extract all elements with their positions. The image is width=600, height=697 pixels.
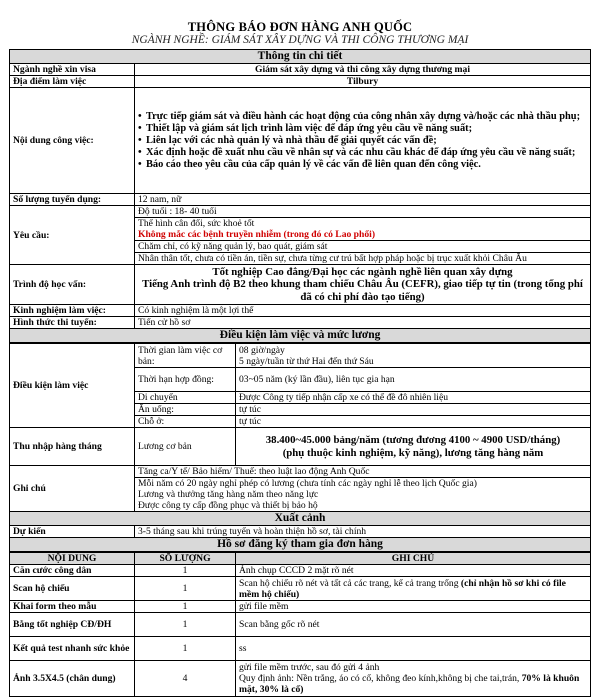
salary-label: Lương cơ bản bbox=[135, 428, 236, 466]
doc-note-cell bbox=[236, 661, 591, 697]
section-details-header: Thông tin chi tiết bbox=[10, 50, 591, 64]
duty-item: • Báo cáo theo yêu cầu của cấp quản lý về các vấn đề liên quan đến công việc. bbox=[138, 159, 587, 171]
table-row bbox=[10, 565, 591, 577]
duty-item: • Liên lạc với các nhà quản lý và nhà thầu để giải quyết các vấn đề; bbox=[138, 135, 587, 147]
experience-label: Kinh nghiệm làm việc: bbox=[10, 305, 135, 317]
contract-label: Thời hạn hợp đồng: bbox=[135, 368, 236, 392]
doc-note-cell bbox=[236, 577, 591, 601]
duty-item: • Thiết lập và giám sát lịch trình làm việc để đáp ứng yêu cầu về năng suất; bbox=[138, 123, 587, 135]
quantity-value: 12 nam, nữ bbox=[135, 194, 591, 206]
worktime-cell bbox=[236, 344, 591, 368]
doc-note: gửi file mềm bbox=[236, 601, 591, 613]
documents-table bbox=[9, 552, 591, 697]
food-value: tự túc bbox=[236, 404, 591, 416]
req-disease: Không mắc các bệnh truyền nhiễm (trong đó có Lao phổi) bbox=[138, 229, 376, 240]
doc-name: Ảnh 3.5X4.5 (chân dung) bbox=[10, 661, 135, 697]
doc-note: gửi file mềm trước, sau đó gửi 4 ảnh Quy định ảnh: Nền trắng, áo có cổ, không đeo kính,không bị che tai,trán, bbox=[239, 662, 520, 684]
location-value: Tilbury bbox=[135, 76, 591, 88]
document-page bbox=[9, 0, 591, 697]
table-row bbox=[10, 601, 591, 613]
duties-list bbox=[138, 111, 587, 171]
section-conditions-header: Điều kiện làm việc và mức lương bbox=[10, 329, 591, 343]
req-health: Thể hình cân đối, sức khoẻ tốt bbox=[135, 217, 590, 229]
worktime-label: Thời gian làm việc cơ bản: bbox=[135, 344, 236, 368]
education-line-1: Tốt nghiệp Cao đẳng/Đại học các ngành nghề liên quan xây dựng bbox=[212, 266, 513, 279]
doc-qty: 4 bbox=[135, 661, 236, 697]
section-departure-header: Xuất cảnh bbox=[10, 512, 591, 526]
transport-value: Được Công ty tiếp nhận cấp xe có thể đề đô nhiên liệu bbox=[236, 392, 591, 404]
note-item: Được công ty cấp đồng phục và thiết bị bảo hộ bbox=[138, 500, 318, 511]
education-cell bbox=[135, 265, 591, 305]
doc-name: Kết quả test nhanh sức khỏe bbox=[10, 637, 135, 661]
contract-value: 03~05 năm (ký lần đầu), liên tục gia hạn bbox=[236, 368, 591, 392]
doc-qty: 1 bbox=[135, 613, 236, 637]
requirements-cell bbox=[135, 206, 591, 265]
col-header-note: GHI CHÚ bbox=[236, 553, 591, 565]
education-line-2: Tiếng Anh trình độ B2 theo khung tham chiếu Châu Âu (CEFR), giao tiếp tự tin (trong tổng phí đã có chi phí đào tạo tiếng) bbox=[142, 278, 583, 303]
notes-label: Ghi chú bbox=[10, 466, 135, 512]
duties-label: Nội dung công việc: bbox=[10, 88, 135, 194]
document-subtitle: NGÀNH NGHỀ: GIÁM SÁT XÂY DỰNG VÀ THI CÔNG THƯƠNG MẠI bbox=[131, 34, 469, 46]
table-row bbox=[10, 577, 591, 601]
table-row bbox=[10, 661, 591, 697]
duty-item: • Xác định hoặc đề xuất nhu cầu về nhân sự và các nhu cầu khác để đáp ứng yêu cầu về năng suất; bbox=[138, 147, 587, 159]
worktime-value-2: 5 ngày/tuần từ thứ Hai đến thứ Sáu bbox=[239, 355, 374, 367]
doc-note-bold: 70% là khuôn mặt, 30% là cổ) bbox=[239, 673, 580, 695]
doc-qty: 1 bbox=[135, 565, 236, 577]
note-item: Mỗi năm có 20 ngày nghỉ phép có lương (chưa tính các ngày nghỉ lễ theo lịch Quốc gia) bbox=[135, 477, 590, 489]
section-documents-header: Hồ sơ đăng ký tham gia đơn hàng bbox=[10, 538, 591, 552]
doc-name: Khai form theo mẫu bbox=[10, 601, 135, 613]
doc-qty: 1 bbox=[135, 577, 236, 601]
housing-value: tự túc bbox=[236, 416, 591, 428]
location-label: Địa điểm làm việc bbox=[10, 76, 135, 88]
requirements-label: Yêu cầu: bbox=[10, 206, 135, 265]
doc-note: Ảnh chụp CCCD 2 mặt rõ nét bbox=[236, 565, 591, 577]
salary-note: (phụ thuộc kinh nghiệm, kỹ năng), lương tăng hàng năm bbox=[282, 446, 544, 459]
housing-label: Chỗ ở: bbox=[135, 416, 236, 428]
req-age: Độ tuổi : 18- 40 tuổi bbox=[138, 206, 217, 217]
notes-cell bbox=[135, 466, 591, 512]
visa-job-label: Ngành nghề xin visa bbox=[10, 64, 135, 76]
conditions-table bbox=[9, 343, 591, 552]
form-label: Hình thức thi tuyển: bbox=[10, 317, 135, 329]
doc-name: Bằng tốt nghiệp CĐ/ĐH bbox=[10, 613, 135, 637]
income-label: Thu nhập hàng tháng bbox=[10, 428, 135, 466]
doc-note: ss bbox=[236, 637, 591, 661]
departure-value: 3-5 tháng sau khi trúng tuyển và hoàn thiện hồ sơ, tài chính bbox=[135, 526, 591, 538]
note-item: Lương và thưởng tăng hàng năm theo năng lực bbox=[138, 489, 319, 500]
doc-note: Scan hộ chiếu rõ nét và tất cả các trang, kể cả trang trống bbox=[239, 577, 459, 589]
education-label: Trình độ học vấn: bbox=[10, 265, 135, 305]
note-item: Tăng ca/Y tế/ Bảo hiểm/ Thuế: theo luật lao động Anh Quốc bbox=[138, 466, 370, 477]
table-row bbox=[10, 637, 591, 661]
departure-label: Dự kiến bbox=[10, 526, 135, 538]
doc-note-bold: (chỉ nhận hồ sơ khi có file mềm hộ chiếu) bbox=[239, 577, 566, 600]
req-skills: Chăm chỉ, có kỹ năng quản lý, bao quát, giám sát bbox=[135, 240, 590, 252]
col-header-qty: SỐ LƯỢNG bbox=[135, 553, 236, 565]
table-row bbox=[10, 613, 591, 637]
quantity-label: Số lượng tuyển dụng: bbox=[10, 194, 135, 206]
form-value: Tiến cử hồ sơ bbox=[135, 317, 591, 329]
transport-label: Di chuyển bbox=[135, 392, 236, 404]
visa-job-value: Giám sát xây dựng và thi công xây dựng thương mại bbox=[135, 64, 591, 76]
main-table bbox=[9, 49, 591, 343]
food-label: Ăn uống: bbox=[135, 404, 236, 416]
duty-item: • Trực tiếp giám sát và điều hành các hoạt động của công nhân xây dựng và/hoặc các nhà thầu phụ; bbox=[138, 111, 587, 123]
salary-cell bbox=[236, 428, 591, 466]
req-record: Nhân thân tốt, chưa có tiền án, tiền sự, chưa từng cư trú bất hợp pháp hoặc bị trục xuất khỏi Châu Âu bbox=[135, 252, 590, 264]
duties-cell bbox=[135, 88, 591, 194]
doc-qty: 1 bbox=[135, 637, 236, 661]
doc-name: Căn cước công dân bbox=[10, 565, 135, 577]
conditions-label: Điều kiện làm việc bbox=[10, 344, 135, 428]
doc-qty: 1 bbox=[135, 601, 236, 613]
doc-note: Scan bằng gốc rõ nét bbox=[236, 613, 591, 637]
col-header-content: NỘI DUNG bbox=[10, 553, 135, 565]
salary-value: 38.400~45.000 bảng/năm (tương đương 4100 ~ 4900 USD/tháng) bbox=[265, 434, 561, 447]
doc-name: Scan hộ chiếu bbox=[10, 577, 135, 601]
worktime-value-1: 08 giờ/ngày bbox=[239, 344, 285, 356]
experience-value: Có kinh nghiệm là một lợi thế bbox=[135, 305, 591, 317]
document-title: THÔNG BÁO ĐƠN HÀNG ANH QUỐC bbox=[187, 20, 413, 34]
